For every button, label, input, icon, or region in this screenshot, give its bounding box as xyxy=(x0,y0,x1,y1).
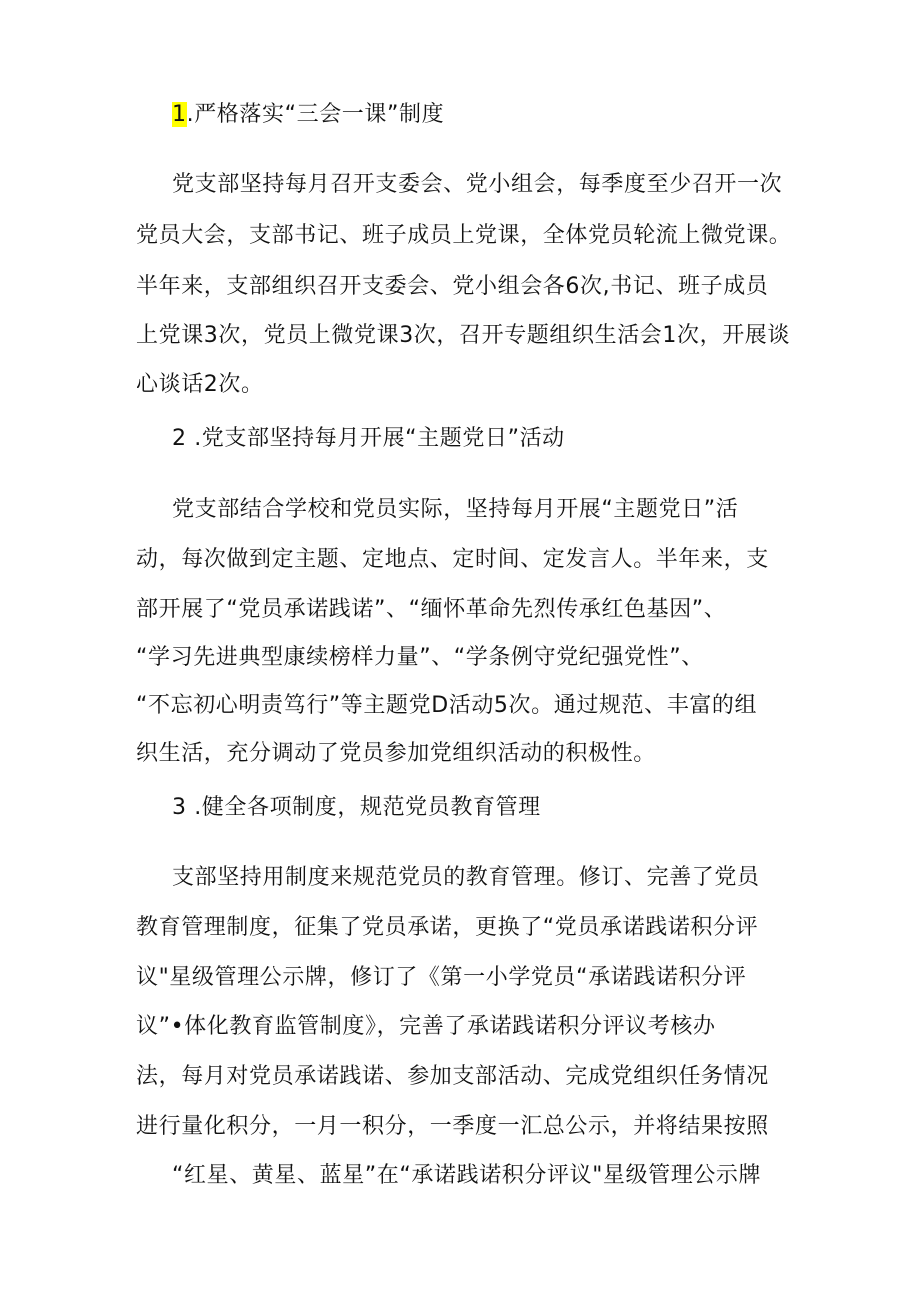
paragraph-line: 议"星级管理公示牌，修订了《第一小学党员“承诺践诺积分评 xyxy=(136,965,747,990)
paragraph-line: 上党课3次，党员上微党课3次，召开专题组织生活会1次，开展谈 xyxy=(136,323,790,348)
paragraph-line: 党员大会，支部书记、班子成员上党课，全体党员轮流上微党课。 xyxy=(136,223,792,248)
paragraph-line: 进行量化积分，一月一积分，一季度一汇总公示，并将结果按照 xyxy=(136,1114,769,1139)
section-1-title: .严格落实“三会一课”制度 xyxy=(186,102,445,127)
paragraph-line: 动，每次做到定主题、定地点、定时间、定发言人。半年来，支 xyxy=(136,547,769,572)
section-2-heading: 2 .党支部坚持每月开展“主题党日”活动 xyxy=(172,426,565,451)
paragraph-line: “学习先进典型康续榜样力量”、“学条例守党纪强党性”、 xyxy=(136,645,704,670)
paragraph-line: 织生活，充分调动了党员参加党组织活动的积极性。 xyxy=(136,741,656,766)
paragraph-line: 部开展了“党员承诺践诺”、“缅怀革命先烈传承红色基因”、 xyxy=(136,597,727,622)
paragraph-line: 党支部坚持每月召开支委会、党小组会，每季度至少召开一次 xyxy=(172,172,783,197)
paragraph-line: 心谈话2次。 xyxy=(136,372,264,397)
paragraph-line: 教育管理制度，征集了党员承诺，更换了“党员承诺践诺积分评 xyxy=(136,915,759,940)
paragraph-line: “红星、黄星、蓝星”在“承诺践诺积分评议"星级管理公示牌 xyxy=(172,1163,762,1188)
paragraph-line: 支部坚持用制度来规范党员的教育管理。修订、完善了党员 xyxy=(172,865,760,890)
paragraph-line: “不忘初心明责笃行”等主题党D活动5次。通过规范、丰富的组 xyxy=(136,693,758,718)
section-number-highlight: 1 xyxy=(172,102,187,127)
paragraph-line: 半年来，支部组织召开支委会、党小组会各6次,书记、班子成员 xyxy=(136,274,769,299)
section-1-heading xyxy=(172,100,444,130)
paragraph-line: 议”•体化教育监管制度》，完善了承诺践诺积分评议考核办 xyxy=(136,1014,716,1039)
paragraph-line: 党支部结合学校和党员实际，坚持每月开展“主题党日”活 xyxy=(172,497,739,522)
paragraph-line: 法，每月对党员承诺践诺、参加支部活动、完成党组织任务情况 xyxy=(136,1064,769,1089)
section-3-heading: 3 .健全各项制度，规范党员教育管理 xyxy=(172,795,541,820)
